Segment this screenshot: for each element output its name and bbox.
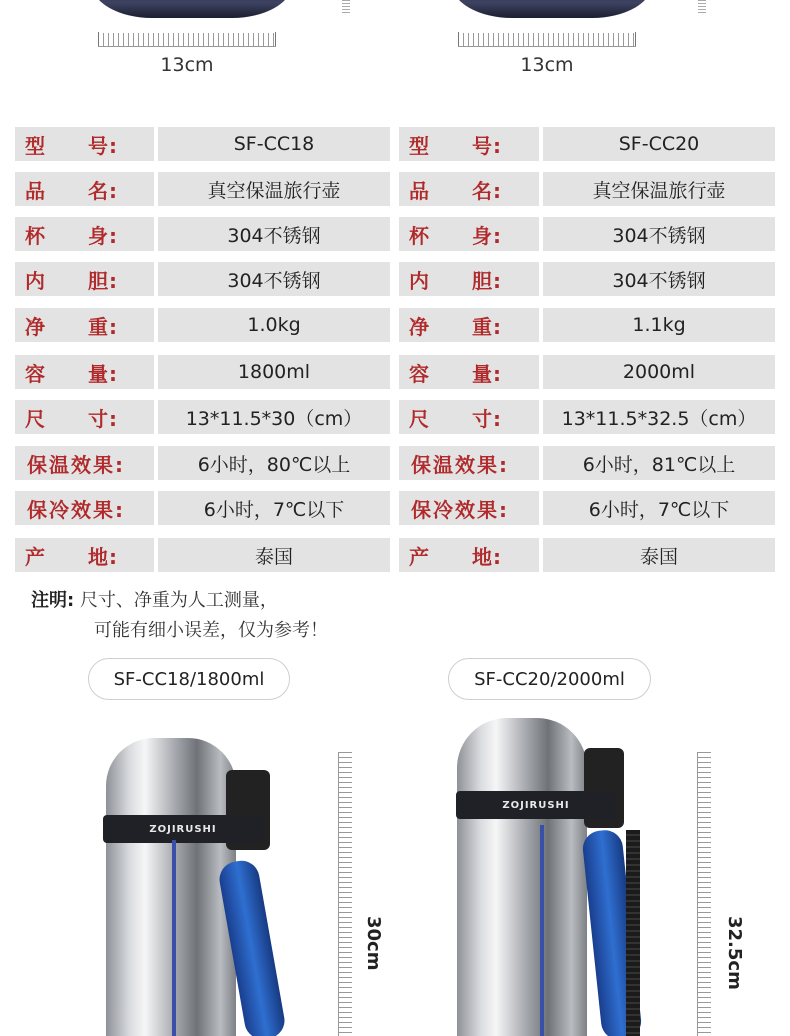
spec-key: 容 量: — [409, 361, 502, 386]
height-ruler-left — [338, 752, 352, 1036]
model-pill-left: SF-CC18/1800ml — [88, 658, 290, 700]
spec-value: 304不锈钢 — [612, 224, 706, 247]
spec-key: 保温效果: — [27, 452, 125, 477]
spec-key: 净 重: — [25, 314, 118, 339]
vertical-ruler-end-right — [698, 0, 706, 14]
spec-row-model — [15, 127, 775, 161]
note-line-2: 可能有细小误差，仅为参考！ — [94, 620, 328, 641]
spec-key: 型 号: — [409, 133, 502, 158]
height-label-right: 32.5cm — [724, 916, 745, 990]
spec-value: 泰国 — [639, 545, 678, 568]
note-line-1: 尺寸、净重为人工测量， — [79, 590, 278, 611]
spec-value: SF-CC20 — [618, 133, 700, 155]
spec-row-size — [15, 400, 775, 434]
spec-key: 尺 寸: — [25, 406, 118, 431]
spec-row-weight — [15, 308, 775, 342]
spec-value: 6小时，80℃以上 — [197, 453, 351, 476]
spec-value: 304不锈钢 — [612, 269, 706, 292]
width-label-right: 13cm — [520, 54, 574, 76]
spec-value: SF-CC18 — [233, 133, 315, 155]
spec-key: 产 地: — [409, 544, 502, 569]
spec-row-body — [15, 217, 775, 251]
spec-row-cold-retention — [15, 491, 775, 525]
spec-key: 品 名: — [409, 178, 502, 203]
spec-value: 13*11.5*30（cm） — [185, 407, 363, 430]
decor-stripe-left — [172, 840, 176, 1036]
brand-band-right: ZOJIRUSHI — [456, 791, 616, 819]
width-ruler-left — [98, 33, 276, 47]
bottle-base-right — [452, 0, 652, 18]
height-label-left: 30cm — [363, 916, 384, 971]
spec-value: 6小时，7℃以下 — [588, 498, 730, 521]
spec-value: 真空保温旅行壶 — [592, 179, 726, 202]
spec-key: 尺 寸: — [409, 406, 502, 431]
spec-row-heat-retention — [15, 446, 775, 480]
width-ruler-right — [458, 33, 636, 47]
measurement-note — [31, 586, 328, 646]
spec-value: 13*11.5*32.5（cm） — [561, 407, 757, 430]
spec-key: 内 胆: — [409, 268, 502, 293]
spec-key: 杯 身: — [25, 223, 118, 248]
note-label: 注明: — [31, 590, 75, 611]
spec-key: 保温效果: — [411, 452, 509, 477]
spec-key: 保冷效果: — [411, 497, 509, 522]
spec-value: 1.1kg — [632, 314, 686, 336]
spec-value: 1800ml — [237, 361, 311, 383]
spec-value: 泰国 — [254, 545, 293, 568]
spec-key: 容 量: — [25, 361, 118, 386]
spec-key: 品 名: — [25, 178, 118, 203]
spec-key: 内 胆: — [25, 268, 118, 293]
spec-key: 净 重: — [409, 314, 502, 339]
brand-band-left: ZOJIRUSHI — [103, 815, 263, 843]
vertical-ruler-end-left — [342, 0, 350, 14]
width-label-left: 13cm — [160, 54, 214, 76]
spec-key: 型 号: — [25, 133, 118, 158]
spec-value: 6小时，7℃以下 — [203, 498, 345, 521]
spec-value: 304不锈钢 — [227, 224, 321, 247]
spec-value: 1.0kg — [247, 314, 301, 336]
bottle-base-left — [92, 0, 292, 18]
decor-stripe-right — [540, 825, 544, 1036]
spec-row-capacity — [15, 355, 775, 389]
bottle-image-left — [106, 738, 236, 1036]
top-dimension-strip — [0, 0, 790, 100]
spec-value: 6小时，81℃以上 — [582, 453, 736, 476]
model-pill-right: SF-CC20/2000ml — [448, 658, 651, 700]
spec-value: 2000ml — [622, 361, 696, 383]
height-ruler-right — [697, 752, 711, 1036]
spec-key: 保冷效果: — [27, 497, 125, 522]
spec-key: 产 地: — [25, 544, 118, 569]
spec-row-liner — [15, 262, 775, 296]
spec-key: 杯 身: — [409, 223, 502, 248]
bottle-image-right — [457, 718, 587, 1036]
spec-value: 304不锈钢 — [227, 269, 321, 292]
spec-row-origin — [15, 538, 775, 572]
spec-value: 真空保温旅行壶 — [207, 179, 341, 202]
spec-row-name — [15, 172, 775, 206]
strap-right — [626, 830, 640, 1036]
